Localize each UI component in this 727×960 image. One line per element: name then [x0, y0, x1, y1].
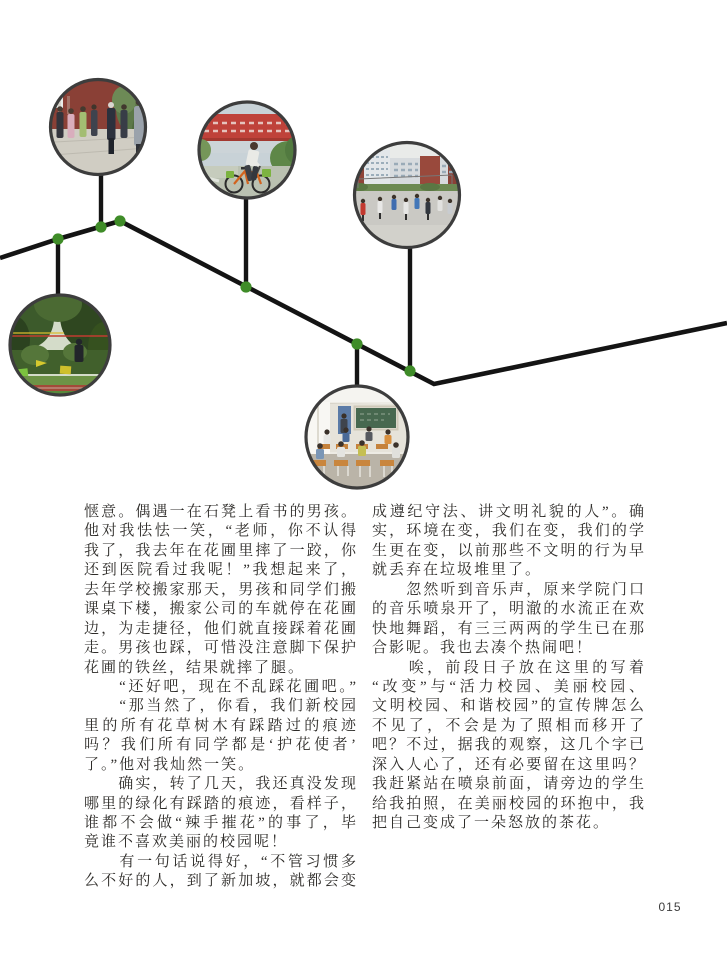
text-line: 去年学校搬家那天，男孩和同学们搬	[84, 581, 356, 598]
playground-students-photo	[352, 140, 462, 250]
text-line: “还好吧，现在不乱踩花圃吧。”	[84, 678, 356, 695]
text-line: 吧？不过，据我的观察，这几个字已	[372, 737, 644, 754]
text-line: 吗？我们所有同学都是‘护花使者’	[84, 737, 356, 754]
text-line: 么不好的人，到了新加坡，就都会变	[84, 873, 356, 890]
text-line: 把自己变成了一朵怒放的茶花。	[372, 815, 611, 831]
junction-dot	[404, 365, 415, 376]
bicycle-rider-photo	[191, 101, 309, 200]
text-line: 给我拍照，在美丽校园的环抱中，我	[372, 795, 644, 812]
text-line: 花圃的铁丝，结果就摔了腿。	[84, 659, 306, 676]
text-line: 还到医院看过我呢！”我想起来了，	[84, 562, 356, 579]
text-line: 合影呢。我也去凑个热闹吧！	[372, 640, 594, 657]
junction-dot	[240, 281, 251, 292]
junction-dot	[114, 215, 125, 226]
text-line: 惬意。偶遇一在石凳上看书的男孩。	[84, 504, 356, 520]
text-line: 的音乐喷泉开了，明澈的水流正在欢	[372, 601, 644, 618]
text-line: 有一句话说得好，“不管习惯多	[84, 853, 356, 870]
text-line: “改变”与“活力校园、美丽校园、	[372, 678, 644, 695]
text-line: 就丢弃在垃圾堆里了。	[372, 562, 543, 579]
text-line: 哪里的绿化有踩踏的痕迹，看样子，	[84, 795, 356, 812]
page-number: 015	[658, 900, 682, 914]
text-line: “那当然了，你看，我们新校园	[84, 698, 356, 715]
text-line: 他对我怯怯一笑，“老师，你不认得	[84, 523, 356, 540]
text-line: 成遵纪守法、讲文明礼貌的人”。确	[372, 504, 644, 520]
garden-trees-photo	[0, 282, 120, 397]
text-line: 了。”他对我灿然一笑。	[84, 756, 256, 773]
text-line: 边，为走捷径，他们就直接踩着花圃	[84, 620, 356, 637]
text-line: 唉，前段日子放在这里的写着	[372, 659, 644, 676]
text-line: 确实，转了几天，我还真没发现	[84, 776, 356, 793]
junction-dot	[52, 233, 63, 244]
text-line: 谁都不会做“辣手摧花”的事了，毕	[84, 815, 356, 831]
text-line: 我赶紧站在喷泉前面，请旁边的学生	[372, 776, 644, 793]
text-line: 走。男孩也踩，可惜没注意脚下保护	[84, 640, 356, 657]
text-line: 深入人心了，还有必要留在这里吗？	[372, 756, 644, 773]
text-line: 不见了，不会是为了照相而移开了	[372, 717, 644, 734]
text-line: 我了，我去年在花圃里摔了一跤，你	[84, 542, 356, 559]
text-line: 快地舞蹈，有三三两两的学生已在那	[372, 620, 644, 637]
text-line: 竟谁不喜欢美丽的校园呢！	[84, 834, 289, 851]
article-left-column	[84, 503, 356, 892]
junction-dot	[95, 221, 106, 232]
article-right-column	[372, 503, 644, 833]
text-line: 生更在变，以前那些不文明的行为早	[372, 542, 644, 559]
junction-dot	[351, 338, 362, 349]
text-line: 忽然听到音乐声，原来学院门口	[372, 581, 644, 598]
text-line: 文明校园、和谐校园”的宣传牌怎么	[372, 698, 644, 715]
text-line: 实，环境在变，我们在变，我们的学	[372, 523, 644, 540]
text-line: 里的所有花草树木有踩踏过的痕迹	[84, 717, 356, 734]
text-line: 课桌下楼，搬家公司的车就停在花圃	[84, 601, 356, 618]
